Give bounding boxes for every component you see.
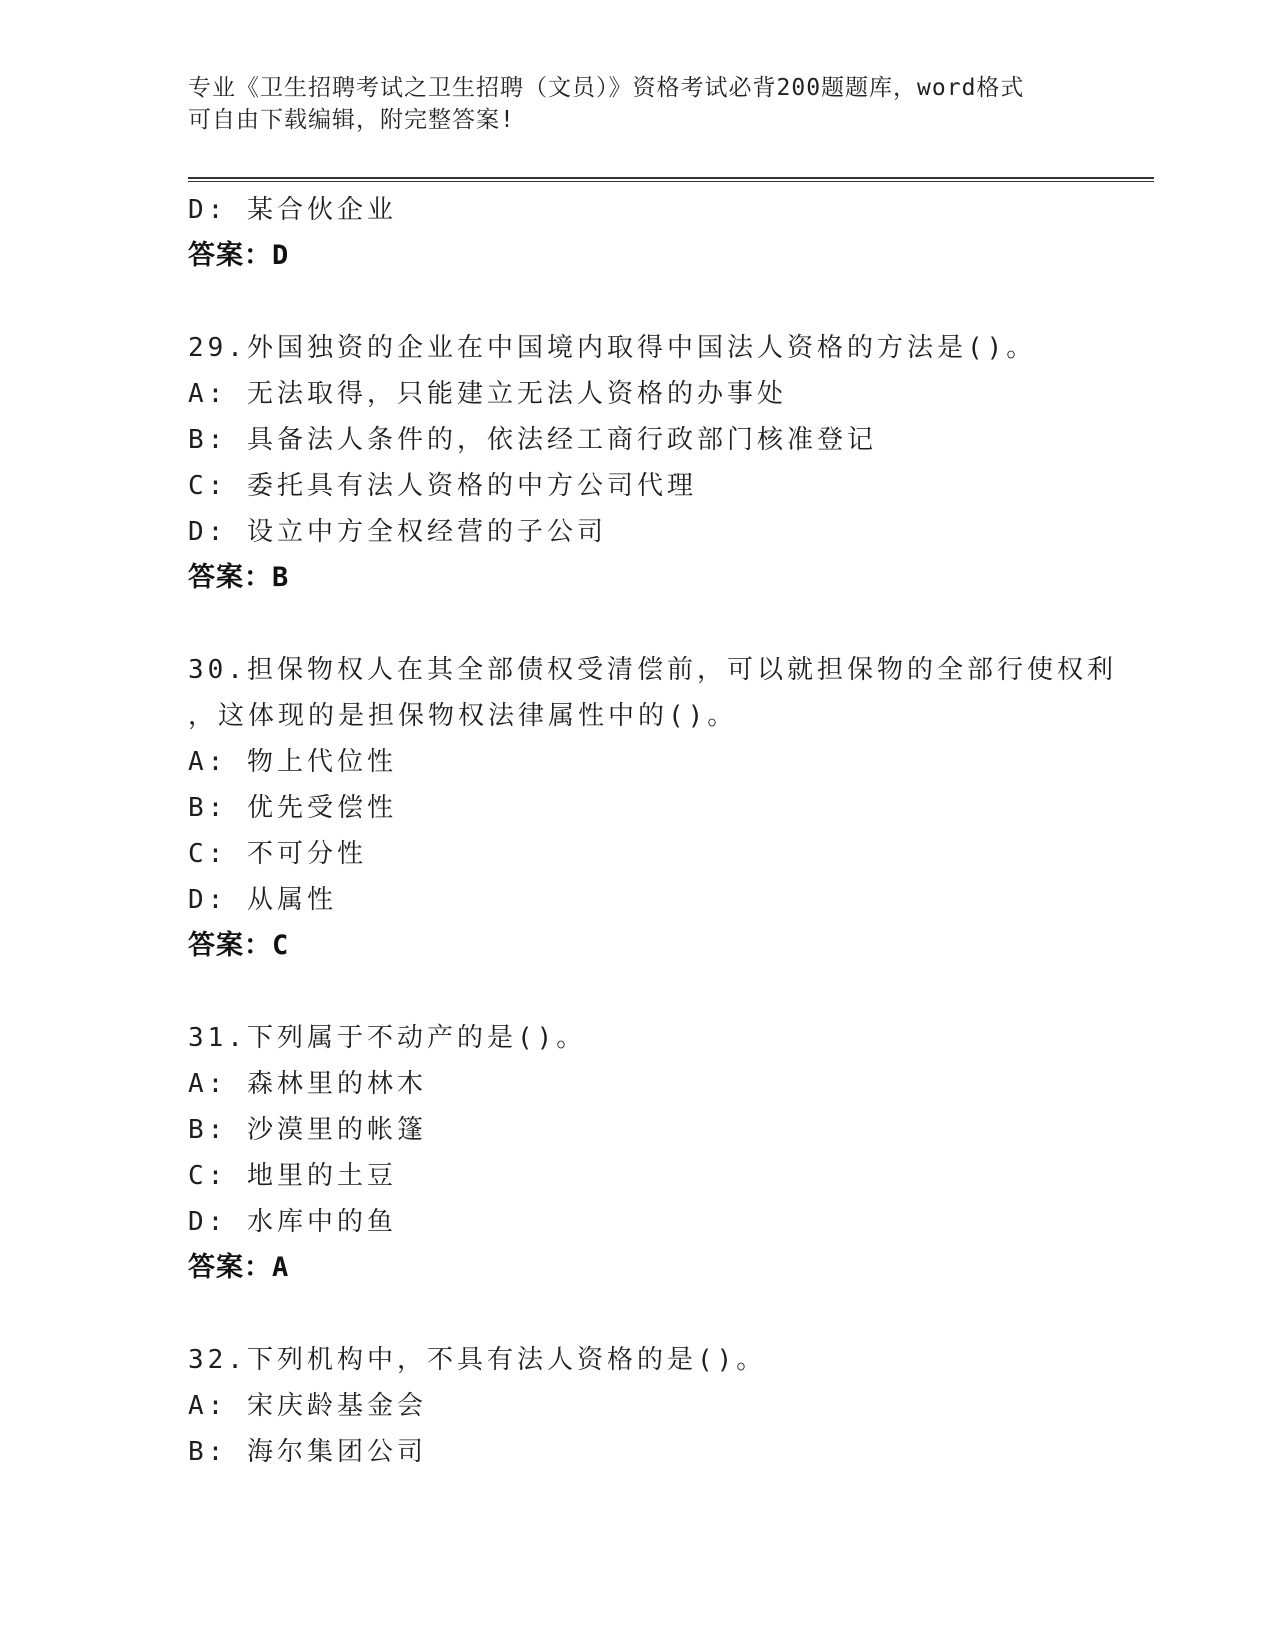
answer-line: 答案：D [188, 240, 290, 271]
spacer [188, 1291, 1128, 1337]
spacer [188, 969, 1128, 1015]
option-d: D: 某合伙企业 [188, 195, 397, 225]
option-a: A: 森林里的林木 [188, 1069, 427, 1099]
spacer [188, 601, 1128, 647]
option-c: C: 不可分性 [188, 839, 367, 869]
question-stem-continued: ，这体现的是担保物权法律属性中的()。 [188, 701, 738, 731]
option-c: C: 委托具有法人资格的中方公司代理 [188, 471, 697, 501]
option-d: D: 从属性 [188, 885, 337, 915]
header-divider [188, 177, 1154, 182]
option-c: C: 地里的土豆 [188, 1161, 397, 1191]
header-line-2: 可自由下载编辑，附完整答案! [188, 107, 515, 133]
answer-line: 答案：B [188, 562, 290, 593]
option-a: A: 物上代位性 [188, 747, 397, 777]
question-list [188, 187, 1128, 1475]
option-b: B: 具备法人条件的，依法经工商行政部门核准登记 [188, 425, 877, 455]
question-30 [188, 647, 1128, 969]
answer-line: 答案：C [188, 930, 290, 961]
question-32 [188, 1337, 1128, 1475]
question-stem: 29.外国独资的企业在中国境内取得中国法人资格的方法是()。 [188, 333, 1037, 363]
option-b: B: 海尔集团公司 [188, 1437, 427, 1467]
option-b: B: 沙漠里的帐篷 [188, 1115, 427, 1145]
option-d: D: 设立中方全权经营的子公司 [188, 517, 607, 547]
option-a: A: 无法取得，只能建立无法人资格的办事处 [188, 379, 787, 409]
option-b: B: 优先受偿性 [188, 793, 397, 823]
question-stem: 30.担保物权人在其全部债权受清偿前，可以就担保物的全部行使权利 [188, 655, 1117, 685]
question-stem: 32.下列机构中，不具有法人资格的是()。 [188, 1345, 767, 1375]
spacer [188, 279, 1128, 325]
question-stem: 31.下列属于不动产的是()。 [188, 1023, 587, 1053]
option-d: D: 水库中的鱼 [188, 1207, 397, 1237]
document-header [188, 72, 1088, 136]
header-line-1: 专业《卫生招聘考试之卫生招聘（文员）》资格考试必背200题题库，word格式 [188, 75, 1025, 101]
option-a: A: 宋庆龄基金会 [188, 1391, 427, 1421]
answer-line: 答案：A [188, 1252, 290, 1283]
question-31 [188, 1015, 1128, 1291]
question-29 [188, 325, 1128, 601]
